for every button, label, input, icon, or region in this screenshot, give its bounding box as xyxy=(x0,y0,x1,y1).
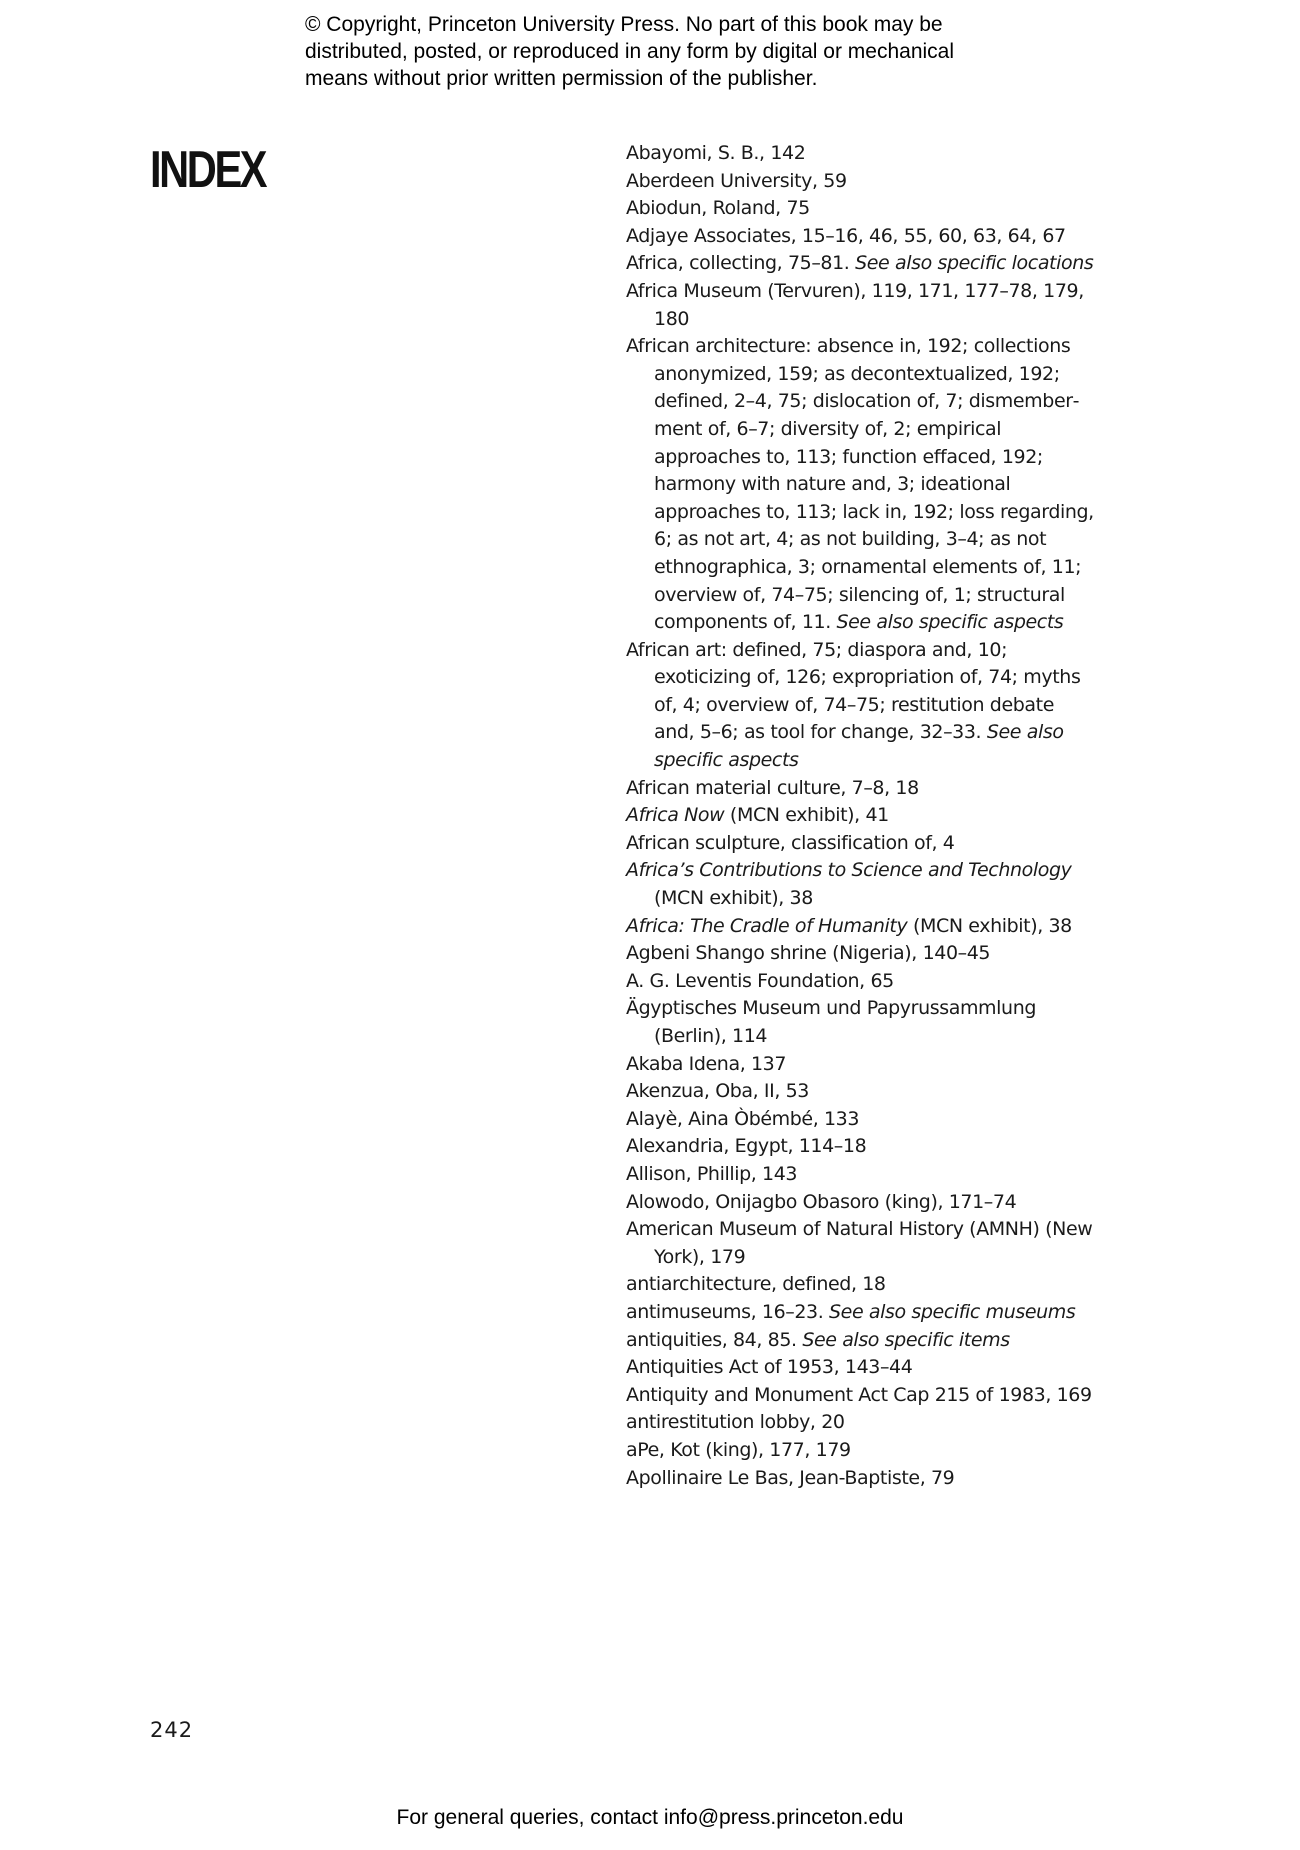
index-entry-text: Alayè, Aina Òbémbé, 133 xyxy=(626,1107,860,1130)
index-entry-text: Ägyptisches Museum und Papyrussammlung (Berlin), 114 xyxy=(626,997,1036,1047)
index-entry-text: A. G. Leventis Foundation, 65 xyxy=(626,969,894,992)
index-entry-italic-text: See also specific locations xyxy=(855,252,1094,275)
page-number: 242 xyxy=(150,1718,194,1742)
index-entry-text: antimuseums, 16–23. xyxy=(626,1300,830,1323)
index-entry xyxy=(626,278,1096,333)
index-entry-italic-text: See also specific items xyxy=(802,1328,1010,1351)
footer-contact: For general queries, contact info@press.princeton.edu xyxy=(396,1806,904,1829)
index-entry xyxy=(626,830,1096,858)
index-entry-text: Adjaye Associates, 15–16, 46, 55, 60, 63, 64, 67 xyxy=(626,224,1066,247)
index-entry xyxy=(626,1106,1096,1134)
index-entry-text: Agbeni Shango shrine (Nigeria), 140–45 xyxy=(626,942,991,965)
index-entry-text: Africa Museum (Tervuren), 119, 171, 177–78, 179, 180 xyxy=(626,279,1084,330)
copyright-notice xyxy=(305,11,1025,92)
index-entry xyxy=(626,857,1096,912)
index-entry-text: antiarchitecture, defined, 18 xyxy=(626,1273,886,1296)
index-entry xyxy=(626,1327,1096,1355)
index-entry xyxy=(626,168,1096,196)
index-entry xyxy=(626,195,1096,223)
index-entry-italic-text: Africa: The Cradle of Humanity xyxy=(626,914,908,937)
index-entry xyxy=(626,140,1096,168)
index-entry xyxy=(626,250,1096,278)
index-entry xyxy=(626,775,1096,803)
index-entry-italic-text: See also specific aspects xyxy=(654,721,1064,772)
index-entry-text: African art: defined, 75; diaspora and, 10; exoticizing of, 126; expropriation of, 74; myths of, 4; overview of, 74–75; restitution debate and, 5–6; as tool for change, 32–33. xyxy=(626,638,1081,744)
index-entry xyxy=(626,1271,1096,1299)
index-entry xyxy=(626,802,1096,830)
index-entry-text: Antiquity and Monument Act Cap 215 of 1983, 169 xyxy=(626,1383,1092,1406)
index-entry-italic-text: Africa’s Contributions to Science and Technology xyxy=(626,859,1072,882)
index-entry-text: Aberdeen University, 59 xyxy=(626,169,847,192)
index-entry-text: African material culture, 7–8, 18 xyxy=(626,776,919,799)
index-entry-text: African sculpture, classification of, 4 xyxy=(626,831,955,854)
index-entry xyxy=(626,940,1096,968)
index-entry-text: Akaba Idena, 137 xyxy=(626,1052,787,1075)
index-entry-text: Allison, Phillip, 143 xyxy=(626,1162,798,1185)
index-entry-italic-text: Africa Now xyxy=(626,804,725,827)
index-entry-text: Antiquities Act of 1953, 143–44 xyxy=(626,1356,913,1379)
index-entry xyxy=(626,1437,1096,1465)
index-entry xyxy=(626,1465,1096,1493)
index-entry-text: antirestitution lobby, 20 xyxy=(626,1411,845,1434)
index-entry-italic-text: See also specific museums xyxy=(829,1300,1076,1323)
index-entry-text: antiquities, 84, 85. xyxy=(626,1328,803,1351)
index-entry-text: American Museum of Natural History (AMNH) (New York), 179 xyxy=(626,1218,1093,1268)
index-entry-text: (MCN exhibit), 38 xyxy=(654,887,813,910)
index-entry xyxy=(626,333,1096,637)
index-entry-list xyxy=(626,140,1096,1492)
index-entry xyxy=(626,1133,1096,1161)
index-entry-text: aPe, Kot (king), 177, 179 xyxy=(626,1438,851,1461)
index-entry-text: (MCN exhibit), 38 xyxy=(907,914,1072,937)
index-entry xyxy=(626,223,1096,251)
index-entry xyxy=(626,637,1096,775)
index-entry xyxy=(626,1216,1096,1271)
index-entry-text: Abayomi, S. B., 142 xyxy=(626,142,806,164)
index-entry xyxy=(626,1299,1096,1327)
index-entry-text: (MCN exhibit), 41 xyxy=(724,804,889,827)
index-entry-text: Apollinaire Le Bas, Jean-Baptiste, 79 xyxy=(626,1466,955,1489)
copyright-line: © Copyright, Princeton University Press. No part of this book may be xyxy=(305,13,943,36)
index-heading: INDEX xyxy=(150,141,266,199)
index-entry xyxy=(626,995,1096,1050)
index-entry xyxy=(626,968,1096,996)
index-entry xyxy=(626,913,1096,941)
index-entry-text: African architecture: absence in, 192; collections anonymized, 159; as decontextualized, 192; defined, 2–4, 75; dislocation of, 7; dismemberment of, 6–7; diversity of, 2; empirical approaches to, 113; function effaced, 192; harmony with nature and, 3; ideational approaches to, 113; lack in, 192; loss regarding, 6; as not art, 4; as not building, 3–4; as not ethnographica, 3; ornamental elements of, 11; overview of, 74–75; silencing of, 1; structural components of, 11. xyxy=(626,335,1094,634)
index-entry xyxy=(626,1189,1096,1217)
index-entry-text: Alowodo, Onijagbo Obasoro (king), 171–74 xyxy=(626,1190,1017,1213)
index-entry-text: Alexandria, Egypt, 114–18 xyxy=(626,1135,867,1158)
index-entry-text: Abiodun, Roland, 75 xyxy=(626,197,810,220)
copyright-line: distributed, posted, or reproduced in any form by digital or mechanical xyxy=(305,40,955,63)
index-entry xyxy=(626,1051,1096,1079)
index-entry-italic-text: See also specific aspects xyxy=(836,611,1064,634)
copyright-line: means without prior written permission of the publisher. xyxy=(305,67,818,90)
index-entry-text: Africa, collecting, 75–81. xyxy=(626,252,856,275)
index-entry xyxy=(626,1409,1096,1437)
index-entry xyxy=(626,1354,1096,1382)
index-entry xyxy=(626,1078,1096,1106)
index-entry xyxy=(626,1382,1096,1410)
index-entry-text: Akenzua, Oba, II, 53 xyxy=(626,1080,809,1103)
index-entry xyxy=(626,1161,1096,1189)
